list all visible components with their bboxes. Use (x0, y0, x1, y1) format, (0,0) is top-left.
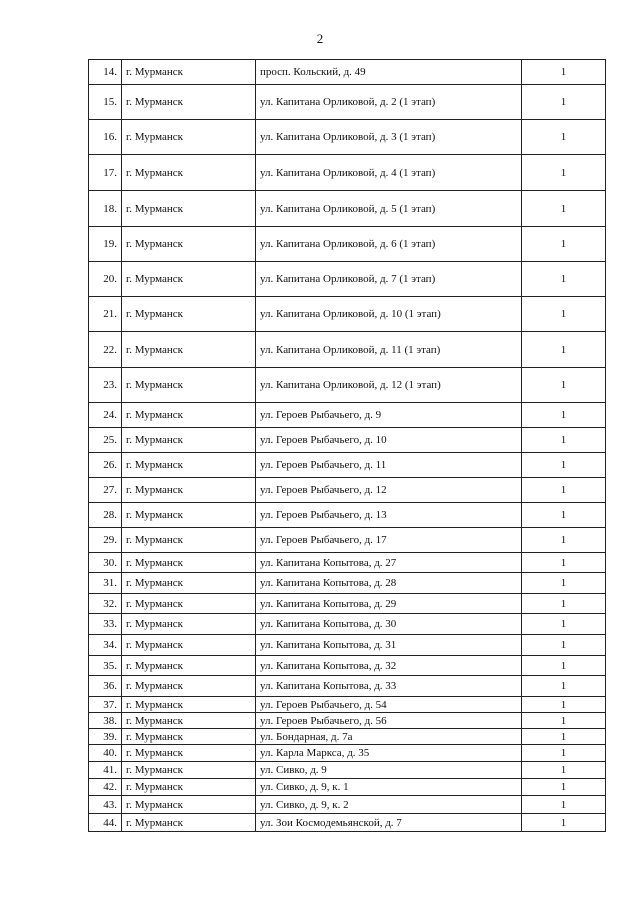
row-number: 43. (89, 796, 122, 814)
row-quantity: 1 (522, 60, 606, 85)
row-address: ул. Капитана Копытова, д. 30 (256, 614, 522, 635)
row-number: 25. (89, 428, 122, 453)
row-address: ул. Капитана Орликовой, д. 3 (1 этап) (256, 120, 522, 155)
row-address: ул. Героев Рыбачьего, д. 10 (256, 428, 522, 453)
row-quantity: 1 (522, 745, 606, 762)
row-city: г. Мурманск (122, 368, 256, 403)
row-quantity: 1 (522, 85, 606, 120)
row-address: ул. Капитана Копытова, д. 28 (256, 573, 522, 594)
row-number: 18. (89, 191, 122, 227)
row-address: ул. Героев Рыбачьего, д. 56 (256, 713, 522, 729)
table-row (89, 553, 606, 573)
row-city: г. Мурманск (122, 297, 256, 332)
row-city: г. Мурманск (122, 814, 256, 832)
row-city: г. Мурманск (122, 403, 256, 428)
row-number: 15. (89, 85, 122, 120)
row-city: г. Мурманск (122, 428, 256, 453)
row-address: ул. Капитана Копытова, д. 27 (256, 553, 522, 573)
table-row (89, 713, 606, 729)
row-address: ул. Капитана Орликовой, д. 2 (1 этап) (256, 85, 522, 120)
row-address: ул. Капитана Орликовой, д. 4 (1 этап) (256, 155, 522, 191)
row-city: г. Мурманск (122, 796, 256, 814)
row-quantity: 1 (522, 503, 606, 528)
table-row (89, 503, 606, 528)
page-number: 2 (316, 31, 324, 46)
row-city: г. Мурманск (122, 85, 256, 120)
row-quantity: 1 (522, 332, 606, 368)
row-city: г. Мурманск (122, 478, 256, 503)
row-address: просп. Кольский, д. 49 (256, 60, 522, 85)
row-quantity: 1 (522, 227, 606, 262)
table-row (89, 428, 606, 453)
table-row (89, 635, 606, 656)
row-quantity: 1 (522, 656, 606, 676)
row-address: ул. Сивко, д. 9, к. 1 (256, 779, 522, 796)
row-address: ул. Героев Рыбачьего, д. 12 (256, 478, 522, 503)
table-row (89, 120, 606, 155)
row-number: 14. (89, 60, 122, 85)
row-address: ул. Капитана Орликовой, д. 7 (1 этап) (256, 262, 522, 297)
row-number: 31. (89, 573, 122, 594)
table-row (89, 762, 606, 779)
row-address: ул. Капитана Копытова, д. 31 (256, 635, 522, 656)
row-city: г. Мурманск (122, 528, 256, 553)
row-city: г. Мурманск (122, 656, 256, 676)
row-quantity: 1 (522, 762, 606, 779)
row-number: 40. (89, 745, 122, 762)
row-city: г. Мурманск (122, 227, 256, 262)
address-table (88, 59, 606, 832)
row-quantity: 1 (522, 155, 606, 191)
row-city: г. Мурманск (122, 697, 256, 713)
table-row (89, 332, 606, 368)
table-row (89, 262, 606, 297)
table-row (89, 594, 606, 614)
table-row (89, 227, 606, 262)
row-quantity: 1 (522, 428, 606, 453)
address-table-body (89, 60, 606, 832)
row-city: г. Мурманск (122, 635, 256, 656)
row-number: 29. (89, 528, 122, 553)
row-address: ул. Капитана Орликовой, д. 10 (1 этап) (256, 297, 522, 332)
row-number: 17. (89, 155, 122, 191)
row-number: 32. (89, 594, 122, 614)
row-quantity: 1 (522, 635, 606, 656)
row-address: ул. Карла Маркса, д. 35 (256, 745, 522, 762)
row-address: ул. Бондарная, д. 7а (256, 729, 522, 745)
row-city: г. Мурманск (122, 745, 256, 762)
row-address: ул. Зои Космодемьянской, д. 7 (256, 814, 522, 832)
row-number: 28. (89, 503, 122, 528)
row-quantity: 1 (522, 594, 606, 614)
row-address: ул. Капитана Орликовой, д. 12 (1 этап) (256, 368, 522, 403)
row-address: ул. Капитана Орликовой, д. 11 (1 этап) (256, 332, 522, 368)
row-address: ул. Капитана Копытова, д. 29 (256, 594, 522, 614)
row-address: ул. Сивко, д. 9 (256, 762, 522, 779)
row-city: г. Мурманск (122, 779, 256, 796)
table-row (89, 814, 606, 832)
row-city: г. Мурманск (122, 762, 256, 779)
row-address: ул. Героев Рыбачьего, д. 11 (256, 453, 522, 478)
table-row (89, 528, 606, 553)
row-quantity: 1 (522, 478, 606, 503)
table-row (89, 403, 606, 428)
row-quantity: 1 (522, 368, 606, 403)
row-quantity: 1 (522, 713, 606, 729)
row-number: 42. (89, 779, 122, 796)
row-address: ул. Капитана Копытова, д. 33 (256, 676, 522, 697)
row-number: 33. (89, 614, 122, 635)
row-quantity: 1 (522, 553, 606, 573)
row-quantity: 1 (522, 453, 606, 478)
row-quantity: 1 (522, 528, 606, 553)
row-number: 39. (89, 729, 122, 745)
row-quantity: 1 (522, 614, 606, 635)
row-quantity: 1 (522, 729, 606, 745)
row-number: 19. (89, 227, 122, 262)
table-row (89, 614, 606, 635)
row-address: ул. Героев Рыбачьего, д. 13 (256, 503, 522, 528)
row-city: г. Мурманск (122, 262, 256, 297)
row-number: 21. (89, 297, 122, 332)
table-row (89, 85, 606, 120)
row-city: г. Мурманск (122, 503, 256, 528)
row-number: 23. (89, 368, 122, 403)
row-city: г. Мурманск (122, 573, 256, 594)
row-quantity: 1 (522, 779, 606, 796)
row-number: 35. (89, 656, 122, 676)
row-quantity: 1 (522, 676, 606, 697)
row-address: ул. Сивко, д. 9, к. 2 (256, 796, 522, 814)
row-number: 30. (89, 553, 122, 573)
table-row (89, 729, 606, 745)
table-row (89, 676, 606, 697)
row-city: г. Мурманск (122, 120, 256, 155)
row-number: 44. (89, 814, 122, 832)
row-city: г. Мурманск (122, 594, 256, 614)
row-city: г. Мурманск (122, 332, 256, 368)
table-row (89, 697, 606, 713)
row-city: г. Мурманск (122, 614, 256, 635)
table-row (89, 297, 606, 332)
row-address: ул. Капитана Орликовой, д. 6 (1 этап) (256, 227, 522, 262)
row-address: ул. Героев Рыбачьего, д. 9 (256, 403, 522, 428)
table-row (89, 779, 606, 796)
table-row (89, 60, 606, 85)
row-quantity: 1 (522, 573, 606, 594)
row-address: ул. Капитана Копытова, д. 32 (256, 656, 522, 676)
table-row (89, 796, 606, 814)
row-quantity: 1 (522, 814, 606, 832)
table-row (89, 155, 606, 191)
row-quantity: 1 (522, 697, 606, 713)
table-row (89, 478, 606, 503)
table-row (89, 656, 606, 676)
row-number: 38. (89, 713, 122, 729)
row-number: 37. (89, 697, 122, 713)
row-number: 24. (89, 403, 122, 428)
row-number: 34. (89, 635, 122, 656)
row-city: г. Мурманск (122, 553, 256, 573)
row-number: 36. (89, 676, 122, 697)
row-number: 20. (89, 262, 122, 297)
table-row (89, 453, 606, 478)
table-row (89, 368, 606, 403)
row-number: 16. (89, 120, 122, 155)
row-city: г. Мурманск (122, 729, 256, 745)
row-number: 27. (89, 478, 122, 503)
row-city: г. Мурманск (122, 155, 256, 191)
row-quantity: 1 (522, 191, 606, 227)
row-address: ул. Героев Рыбачьего, д. 17 (256, 528, 522, 553)
row-city: г. Мурманск (122, 60, 256, 85)
row-quantity: 1 (522, 403, 606, 428)
row-city: г. Мурманск (122, 676, 256, 697)
table-row (89, 745, 606, 762)
table-row (89, 191, 606, 227)
row-number: 41. (89, 762, 122, 779)
row-address: ул. Героев Рыбачьего, д. 54 (256, 697, 522, 713)
row-quantity: 1 (522, 120, 606, 155)
row-number: 22. (89, 332, 122, 368)
table-row (89, 573, 606, 594)
row-address: ул. Капитана Орликовой, д. 5 (1 этап) (256, 191, 522, 227)
row-quantity: 1 (522, 796, 606, 814)
row-city: г. Мурманск (122, 713, 256, 729)
row-city: г. Мурманск (122, 191, 256, 227)
row-city: г. Мурманск (122, 453, 256, 478)
row-number: 26. (89, 453, 122, 478)
row-quantity: 1 (522, 262, 606, 297)
row-quantity: 1 (522, 297, 606, 332)
